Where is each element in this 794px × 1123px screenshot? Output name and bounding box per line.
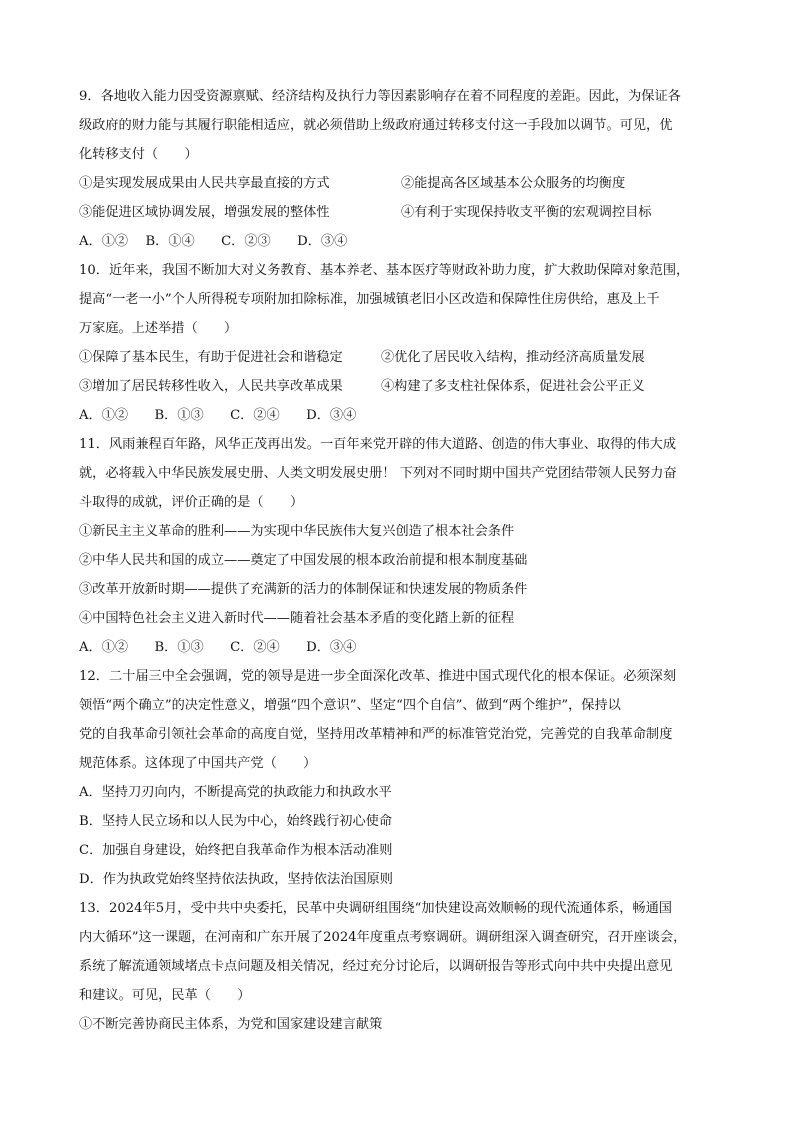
choice-d: D．作为执政党始终坚持依法执政，坚持依法治国原则 [79,872,393,887]
statement-row [79,372,719,401]
choice-b: B．坚持人民立场和以人民为中心，始终践行初心使命 [79,814,393,829]
question-stem-line: 12．二十届三中全会强调，党的领导是进一步全面深化改革、推进中国式现代化的根本保证。必须深刻 [79,669,677,684]
statement: ②中华人民共和国的成立——奠定了中国发展的根本政治前提和根本制度基础 [79,553,528,568]
statement: ③增加了居民转移性收入，人民共享改革成果 [79,379,343,394]
question-stem-line: 10．近年来，我国不断加大对义务教育、基本养老、基本医疗等财政补助力度，扩大救助保障对象范围， [79,263,690,278]
question-stem-line: 提高“一老一小”个人所得税专项附加扣除标准，加强城镇老旧小区改造和保障性住房供给，惠及上千 [79,292,660,307]
exam-page [79,82,719,1039]
question-stem-line: 系统了解流通领域堵点卡点问题及相关情况，经过充分讨论后，以调研报告等形式向中共中央提出意见 [79,959,673,974]
statement-row [79,198,719,227]
statement: ③能促进区域协调发展，增强发展的整体性 [79,205,330,220]
statement: ③改革开放新时期——提供了充满新的活力的体制保证和快速发展的物质条件 [79,582,528,597]
question-12 [79,662,719,894]
statement: ②优化了居民收入结构，推动经济高质量发展 [381,350,645,365]
question-stem-line: 领悟“两个确立”的决定性意义，增强“四个意识”、坚定“四个自信”、做到“两个维护”，保持以 [79,698,621,713]
question-13 [79,894,719,1039]
answer-options: A．①② B．①③ C．②④ D．③④ [79,640,357,655]
statement: ①保障了基本民生，有助于促进社会和谐稳定 [79,350,343,365]
statement-row [79,343,719,372]
answer-options: A．①② B．①④ C．②③ D．③④ [79,234,348,249]
question-9 [79,82,719,256]
question-10 [79,256,719,430]
question-stem-line: 9．各地收入能力因受资源禀赋、经济结构及执行力等因素影响存在着不同程度的差距。因此，为保证各 [79,89,681,104]
question-stem-line: 斗取得的成就，评价正确的是（ ） [79,495,304,510]
question-stem-line: 内大循环”这一课题，在河南和广东开展了2024年度重点考察调研。调研组深入调查研究，召开座谈会， [79,930,687,945]
question-stem-line: 13．2024年5月，受中共中央委托，民革中央调研组围绕“加快建设高效顺畅的现代流通体系，畅通国 [79,901,672,916]
question-stem-line: 级政府的财力能与其履行职能相适应，就必须借助上级政府通过转移支付这一手段加以调节。可见，优 [79,118,673,133]
choice-c: C．加强自身建设，始终把自我革命作为根本活动准则 [79,843,393,858]
question-stem-line: 规范体系。这体现了中国共产党（ ） [79,756,317,771]
question-11 [79,430,719,662]
question-stem-line: 11．风雨兼程百年路，风华正茂再出发。一百年来党开辟的伟大道路、创造的伟大事业、取得的伟大成 [79,437,677,452]
question-stem-line: 党的自我革命引领社会革命的高度自觉，坚持用改革精神和严的标准管党治党，完善党的自我革命制度 [79,727,673,742]
answer-options: A．①② B．①③ C．②④ D．③④ [79,408,357,423]
statement: ①是实现发展成果由人民共享最直接的方式 [79,176,330,191]
question-stem-line: 万家庭。上述举措（ ） [79,321,238,336]
question-stem-line: 化转移支付（ ） [79,147,198,162]
question-stem-line: 和建议。可见，民革（ ） [79,988,251,1003]
statement: ④构建了多支柱社保体系，促进社会公平正义 [381,379,645,394]
statement: ④中国特色社会主义进入新时代——随着社会基本矛盾的变化踏上新的征程 [79,611,515,626]
statement: ④有利于实现保持收支平衡的宏观调控目标 [401,205,652,220]
statement: ①新民主主义革命的胜利——为实现中华民族伟大复兴创造了根本社会条件 [79,524,515,539]
choice-a: A．坚持刀刃向内，不断提高党的执政能力和执政水平 [79,785,392,800]
question-stem-line: 就，必将载入中华民族发展史册、人类文明发展史册！ 下列对不同时期中国共产党团结带领人民努力奋 [79,466,677,481]
statement-row [79,169,719,198]
statement: ①不断完善协商民主体系，为党和国家建设建言献策 [79,1017,383,1032]
statement: ②能提高各区域基本公众服务的均衡度 [401,176,626,191]
